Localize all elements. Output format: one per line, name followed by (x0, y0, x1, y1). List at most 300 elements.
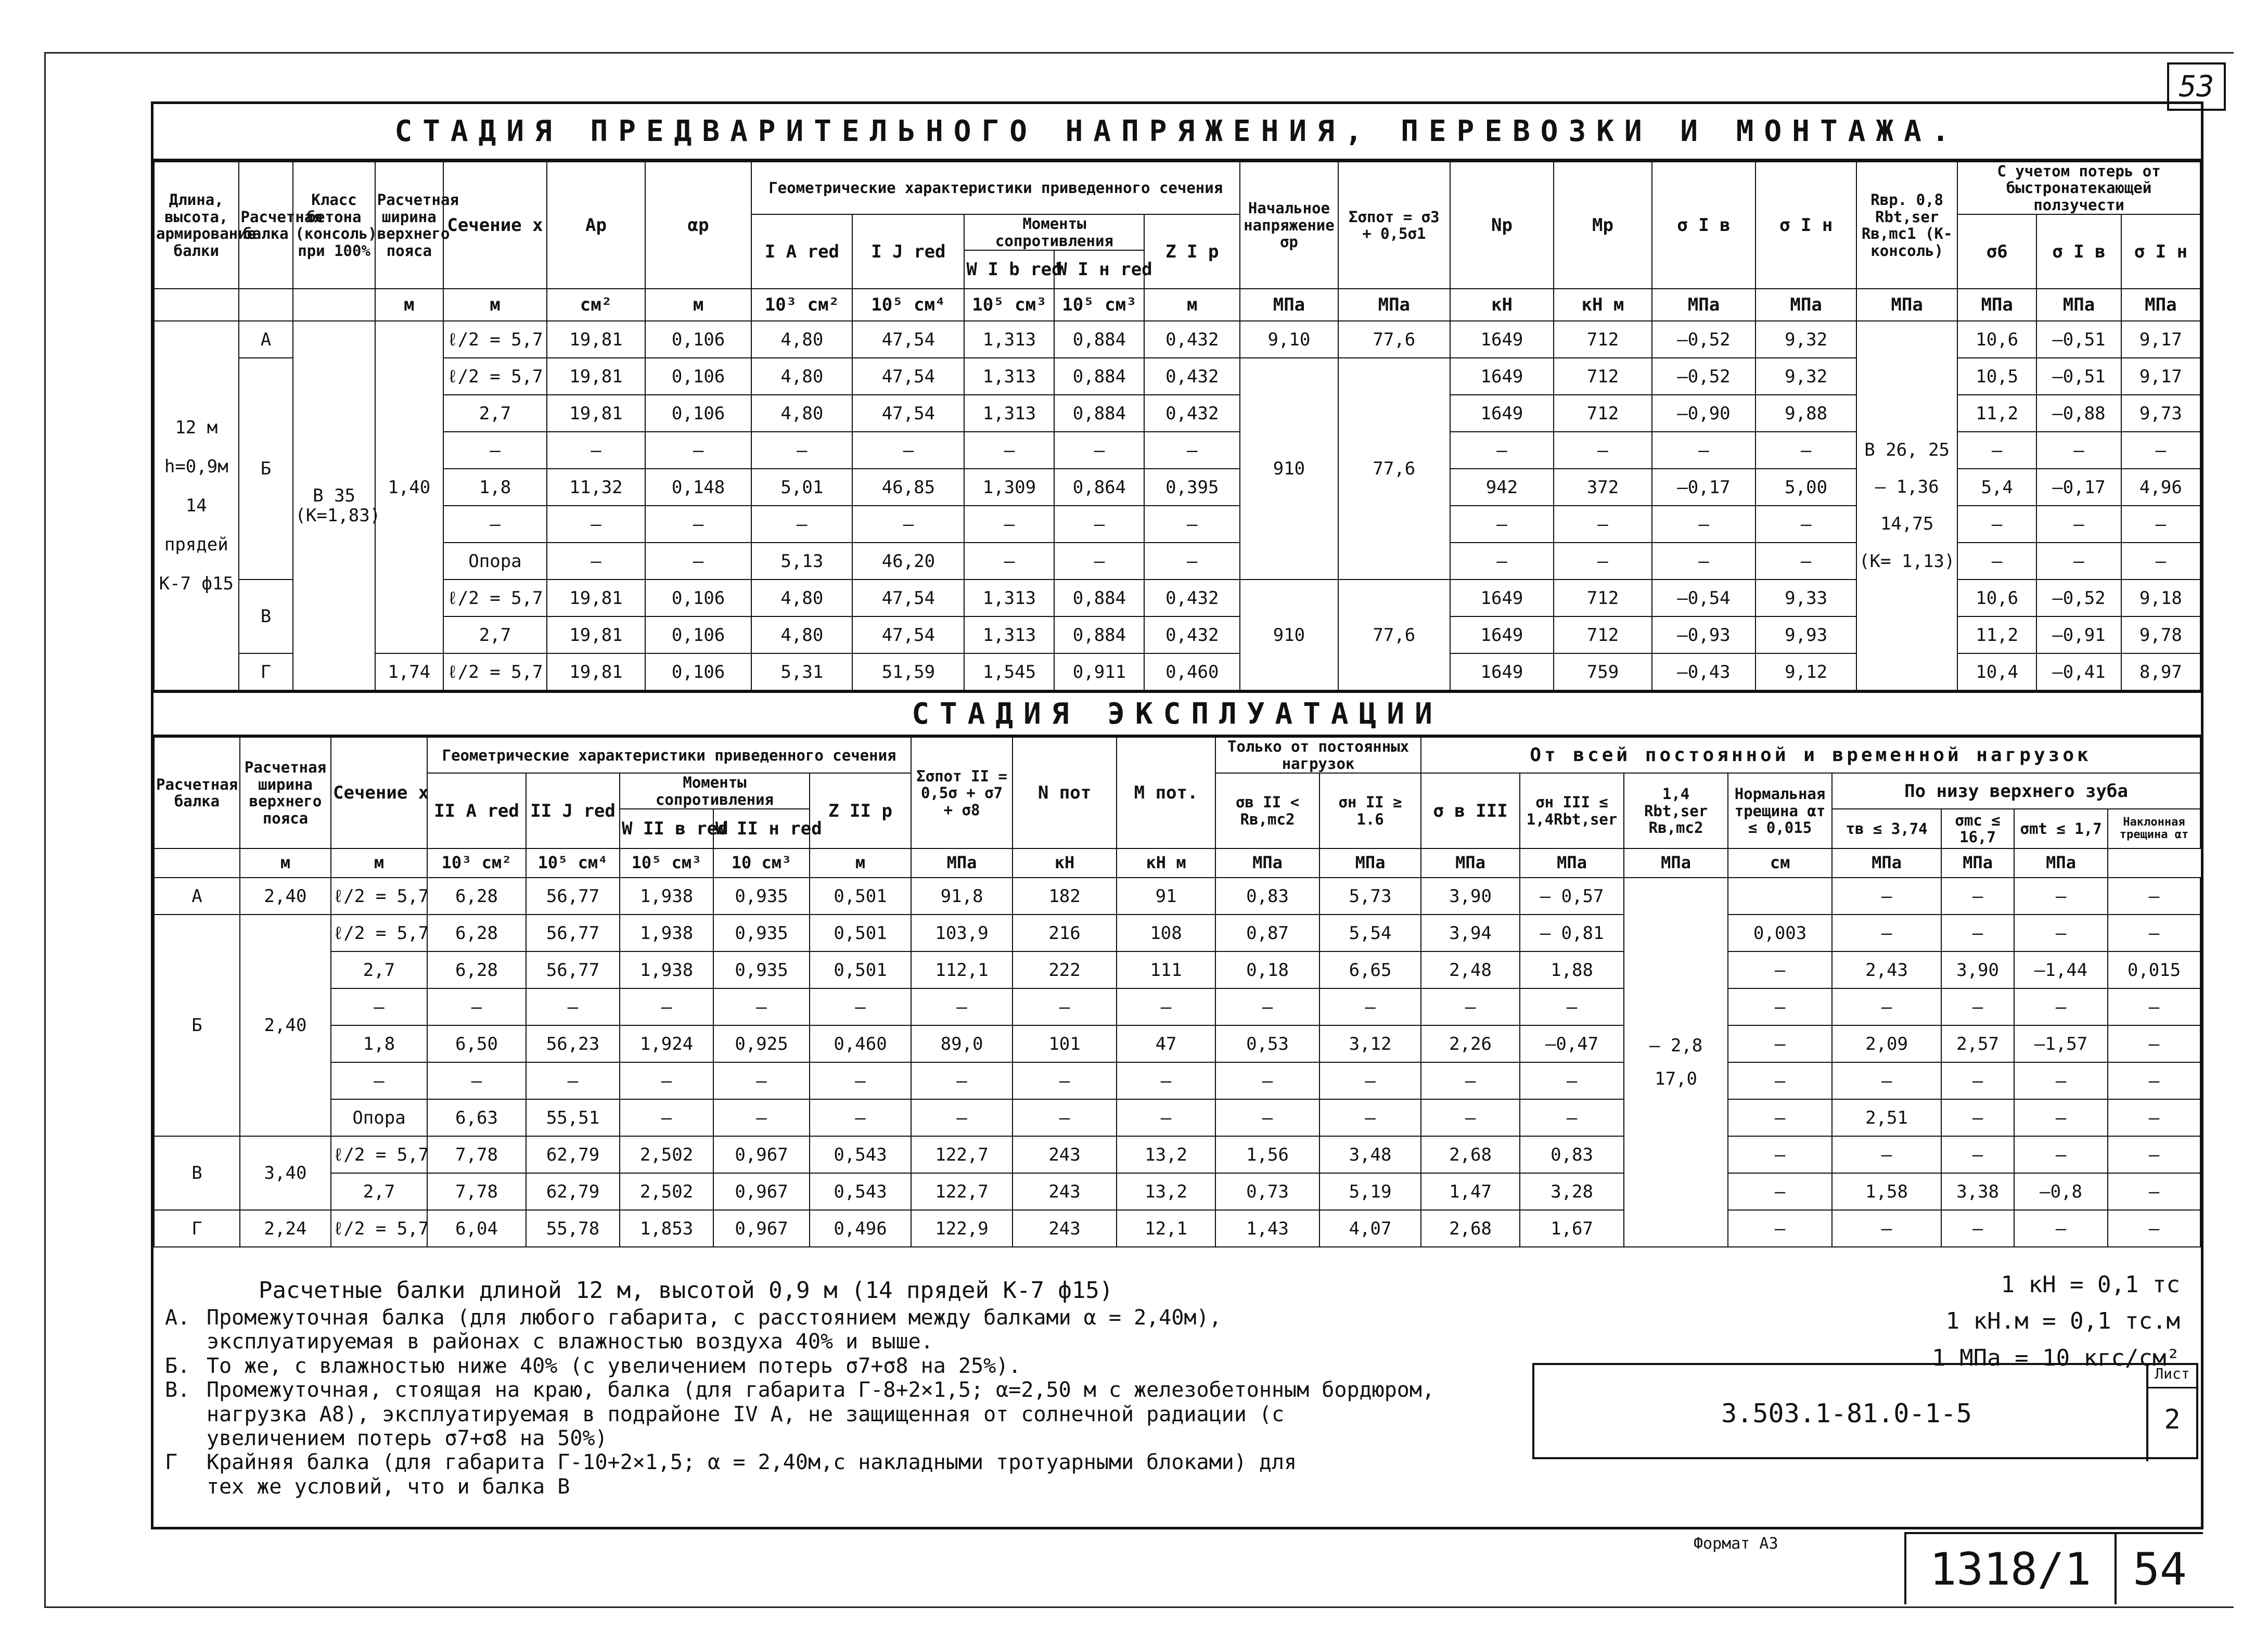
table-cell: 19,81 (547, 653, 645, 690)
table-cell: 1649 (1450, 616, 1554, 653)
table-cell: ℓ/2 = 5,7 (443, 653, 547, 690)
belt-g: 2,24 (240, 1210, 331, 1247)
hdr-belt-width: Расчетная ширина верхнего пояса (375, 162, 443, 289)
table-cell: 19,81 (547, 580, 645, 616)
table-cell: — (964, 506, 1054, 543)
table-cell: –0,47 (1520, 1025, 1624, 1062)
unit-cell: см² (547, 289, 645, 321)
table-cell: — (713, 1062, 810, 1099)
table-cell: 1649 (1450, 321, 1554, 358)
table-cell: 1,8 (443, 469, 547, 506)
table-cell: 56,77 (526, 951, 620, 988)
table-cell: 0,003 (1728, 915, 1832, 951)
hdr-length: Длина, высота, армирование балки (154, 162, 239, 289)
unit-cell: 10⁵ см³ (964, 289, 1054, 321)
table-cell: — (1941, 1062, 2014, 1099)
hdr2-zp: Z II p (810, 773, 911, 848)
table-cell: 0,432 (1144, 395, 1240, 432)
unit-cell: МПа (1520, 848, 1624, 878)
table-cell: — (1728, 1136, 1832, 1173)
table-cell: 9,12 (1756, 653, 1856, 690)
belt-a: 2,40 (240, 878, 331, 915)
table-cell: — (1756, 543, 1856, 580)
table-cell: — (1957, 506, 2036, 543)
table-row (154, 1210, 2200, 1247)
main-table-block (151, 101, 2203, 1529)
hdr-concrete-class: Класс бетона (консоль) при 100% (293, 162, 375, 289)
table-cell: 3,28 (1520, 1173, 1624, 1210)
table-cell: 0,106 (645, 395, 752, 432)
table-cell: 6,28 (427, 878, 526, 915)
table-cell: — (1832, 1210, 1941, 1247)
table-cell: Б (239, 358, 293, 580)
table-cell: 4,80 (751, 358, 852, 395)
table-cell: 2,51 (1832, 1099, 1941, 1136)
table-cell: — (2108, 1062, 2200, 1099)
table-cell: 9,32 (1756, 321, 1856, 358)
unit-cell: МПа (1338, 289, 1450, 321)
table-cell: — (1117, 1099, 1215, 1136)
table-cell: 0,925 (713, 1025, 810, 1062)
hdr2-r14: 1,4 Rbt,ser Rв,mc2 (1624, 773, 1728, 848)
beam-group-label: 12 м h=0,9м 14 прядей К-7 ф15 (154, 321, 239, 690)
table-cell: — (1728, 1025, 1832, 1062)
table-row (154, 915, 2200, 951)
unit-cell: МПа (2036, 289, 2121, 321)
table-cell: — (1832, 878, 1941, 915)
hdr-losses: Σσпот = σ3 + 0,5σ1 (1338, 162, 1450, 289)
table-cell: 0,884 (1054, 321, 1144, 358)
table-cell: А (239, 321, 293, 358)
table-cell: 0,106 (645, 321, 752, 358)
table-cell: — (2014, 988, 2108, 1025)
table-cell: 5,73 (1319, 878, 1421, 915)
belt-width-g: 1,74 (375, 653, 443, 690)
table-cell: 0,884 (1054, 616, 1144, 653)
table-cell: — (852, 506, 964, 543)
table-cell: 4,80 (751, 395, 852, 432)
unit-cell: м (645, 289, 752, 321)
format-label: Формат А3 (1694, 1535, 1778, 1553)
unit-cell: м (810, 848, 911, 878)
table-cell: 0,395 (1144, 469, 1240, 506)
table-cell: 4,80 (751, 580, 852, 616)
table-cell: — (2108, 988, 2200, 1025)
unit-cell: кН (1450, 289, 1554, 321)
table-cell: 10,6 (1957, 321, 2036, 358)
hdr2-incl: Наклонная трещина αт (2108, 809, 2200, 848)
table-cell: — (547, 432, 645, 469)
table-cell: — (1832, 915, 1941, 951)
hdr-moments: Моменты сопротивления (964, 214, 1144, 250)
table-cell: — (645, 432, 752, 469)
table-cell: 1,313 (964, 395, 1054, 432)
table-cell: –0,90 (1652, 395, 1756, 432)
note-line: нагрузка А8), эксплуатируемая в подрайоне IV А, не защищенная от солнечной радиации (с (207, 1402, 1285, 1426)
table-cell: 19,81 (547, 395, 645, 432)
table-row (154, 321, 2200, 358)
table-cell: 91 (1117, 878, 1215, 915)
page-number-bottom: 54 (2133, 1543, 2187, 1595)
table-cell: — (1450, 432, 1554, 469)
table-cell: — (2108, 1173, 2200, 1210)
table-cell: 122,7 (911, 1173, 1013, 1210)
rbt-column: В 26, 25 – 1,36 14,75 (К= 1,13) (1856, 321, 1957, 690)
table-cell: 11,2 (1957, 616, 2036, 653)
table-cell: В (154, 1136, 240, 1210)
table-cell: 222 (1013, 951, 1117, 988)
table-cell: 9,88 (1756, 395, 1856, 432)
belt-b: 2,40 (240, 915, 331, 1136)
table-row (154, 988, 2200, 1025)
table-cell: — (911, 1062, 1013, 1099)
table-cell: — (1319, 1062, 1421, 1099)
table-cell: — (810, 1099, 911, 1136)
table-cell: –0,51 (2036, 321, 2121, 358)
table-cell: 3,94 (1421, 915, 1520, 951)
table-cell: — (2014, 1210, 2108, 1247)
table-cell: 5,19 (1319, 1173, 1421, 1210)
table-cell: 122,7 (911, 1136, 1013, 1173)
hdr-sn: σ I н (1756, 162, 1856, 289)
note-line: Г Крайняя балка (для габарита Г-10+2×1,5; α = 2,40м,с накладными тротуарными блоками) для (165, 1450, 1297, 1475)
table-cell: 0,935 (713, 878, 810, 915)
page-number-top: 53 (2167, 62, 2226, 111)
hdr2-tau: τв ≤ 3,74 (1832, 809, 1941, 848)
table-cell: — (1728, 1210, 1832, 1247)
table-cell: 7,78 (427, 1173, 526, 1210)
table-cell: 0,935 (713, 915, 810, 951)
table-cell: 0,148 (645, 469, 752, 506)
table-cell: 712 (1554, 616, 1652, 653)
table-cell: 712 (1554, 395, 1652, 432)
table-cell: 3,12 (1319, 1025, 1421, 1062)
table-cell: — (1450, 543, 1554, 580)
unit-cell: 10³ см² (751, 289, 852, 321)
table-cell: — (964, 543, 1054, 580)
table-cell: –0,41 (2036, 653, 2121, 690)
hdr2-moments: Моменты сопротивления (620, 773, 810, 809)
hdr-np: Np (1450, 162, 1554, 289)
document-code: 3.503.1-81.0-1-5 (1721, 1398, 1972, 1429)
table-cell: — (2121, 506, 2200, 543)
table-cell: –1,57 (2014, 1025, 2108, 1062)
table-cell: 9,33 (1756, 580, 1856, 616)
table-row (154, 1062, 2200, 1099)
table-cell: — (1728, 1173, 1832, 1210)
table-cell: 1,938 (620, 951, 713, 988)
hdr2-section: Сечение x (331, 737, 427, 848)
table-cell: 111 (1117, 951, 1215, 988)
table-cell: 1649 (1450, 653, 1554, 690)
table-cell: — (1554, 506, 1652, 543)
table-row (154, 1136, 2200, 1173)
unit-cell: м (375, 289, 443, 321)
table-cell: 0,106 (645, 358, 752, 395)
table-cell: — (1728, 951, 1832, 988)
empty-cell (154, 848, 240, 878)
note-line: эксплуатируемая в районах с влажностью воздуха 40% и выше. (207, 1330, 933, 1354)
unit-cell: 10⁵ см³ (620, 848, 713, 878)
r14-values: – 2,8 17,0 (1624, 878, 1728, 1247)
table-cell: — (1520, 988, 1624, 1025)
table-cell: — (1652, 432, 1756, 469)
empty-cell (154, 289, 239, 321)
table-cell: — (2014, 1099, 2108, 1136)
table-cell: 6,28 (427, 915, 526, 951)
table-cell (1728, 878, 1832, 915)
table-cell: — (751, 506, 852, 543)
unit-cell: 10⁵ см⁴ (526, 848, 620, 878)
unit-cell: МПа (1215, 848, 1319, 878)
hdr2-sb-perm: σв II < Rв,mc2 (1215, 773, 1319, 848)
table-cell: 47,54 (852, 616, 964, 653)
table-cell: 0,884 (1054, 358, 1144, 395)
table-cell: 55,51 (526, 1099, 620, 1136)
unit-cell: МПа (1957, 289, 2036, 321)
hdr2-wh: W II н red (713, 809, 810, 848)
sigma-p-b: 910 (1240, 358, 1338, 580)
table-cell: 243 (1013, 1173, 1117, 1210)
hdr2-smc: σmc ≤ 16,7 (1941, 809, 2014, 848)
table-cell: — (1013, 1099, 1117, 1136)
table-cell: 0,967 (713, 1136, 810, 1173)
table-cell: 0,501 (810, 951, 911, 988)
table-cell: — (1013, 988, 1117, 1025)
table-cell: — (1756, 432, 1856, 469)
table-cell: 2,502 (620, 1136, 713, 1173)
table-cell: 1649 (1450, 395, 1554, 432)
table-cell: 2,26 (1421, 1025, 1520, 1062)
table-cell: 243 (1013, 1210, 1117, 1247)
table-cell: — (1941, 1099, 2014, 1136)
table-cell: 1,47 (1421, 1173, 1520, 1210)
table-cell: ℓ/2 = 5,7 (331, 878, 427, 915)
table-cell: 55,78 (526, 1210, 620, 1247)
table-cell: 2,57 (1941, 1025, 2014, 1062)
table-cell: 0,460 (1144, 653, 1240, 690)
table-cell: — (1319, 988, 1421, 1025)
stage1-title: СТАДИЯ ПРЕДВАРИТЕЛЬНОГО НАПРЯЖЕНИЯ, ПЕРЕВОЗКИ И МОНТАЖА. (153, 104, 2201, 161)
table-cell: — (713, 1099, 810, 1136)
table-cell: 3,48 (1319, 1136, 1421, 1173)
table-cell: 759 (1554, 653, 1652, 690)
table-cell: –0,93 (1652, 616, 1756, 653)
archive-stamp (1904, 1532, 2203, 1604)
table-cell: 0,106 (645, 653, 752, 690)
table-cell: 10,5 (1957, 358, 2036, 395)
table-row (154, 1099, 2200, 1136)
hdr-snI: σ I н (2121, 214, 2200, 289)
table-cell: 0,432 (1144, 616, 1240, 653)
table-cell: 2,7 (331, 951, 427, 988)
table-cell: — (1728, 1062, 1832, 1099)
table-cell: 19,81 (547, 358, 645, 395)
table-cell: –0,17 (2036, 469, 2121, 506)
hdr2-bottom: По низу верхнего зуба (1832, 773, 2200, 809)
table-cell: 101 (1013, 1025, 1117, 1062)
table-cell: Опора (443, 543, 547, 580)
table-cell: 1,313 (964, 580, 1054, 616)
table-cell: 0,18 (1215, 951, 1319, 988)
hdr2-beam: Расчетная балка (154, 737, 240, 848)
table-cell: Г (154, 1210, 240, 1247)
table-cell: 0,543 (810, 1136, 911, 1173)
table-cell: — (443, 432, 547, 469)
table-cell: 1,309 (964, 469, 1054, 506)
table-cell: — (1117, 988, 1215, 1025)
table-cell: — (1054, 543, 1144, 580)
table-cell: 5,13 (751, 543, 852, 580)
table-cell: –0,17 (1652, 469, 1756, 506)
table-cell: — (1054, 432, 1144, 469)
table-cell: — (2108, 915, 2200, 951)
unit-cell: МПа (1832, 848, 1941, 878)
table-cell: — (427, 1062, 526, 1099)
table-cell: — (810, 988, 911, 1025)
table-cell: ℓ/2 = 5,7 (443, 321, 547, 358)
table-cell: 62,79 (526, 1136, 620, 1173)
table-cell: 942 (1450, 469, 1554, 506)
table-cell: 5,00 (1756, 469, 1856, 506)
table-cell: 0,967 (713, 1173, 810, 1210)
table-cell: 1649 (1450, 580, 1554, 616)
table-cell: 62,79 (526, 1173, 620, 1210)
table-cell: 0,967 (713, 1210, 810, 1247)
table-cell: 5,31 (751, 653, 852, 690)
table-cell: — (1728, 1099, 1832, 1136)
table-cell: — (1144, 543, 1240, 580)
hdr-sbI: σ I в (2036, 214, 2121, 289)
table-cell: ℓ/2 = 5,7 (443, 580, 547, 616)
table-cell: — (1215, 1062, 1319, 1099)
stage2-table (153, 737, 2201, 1247)
table-cell: — (713, 988, 810, 1025)
table-cell: –0,54 (1652, 580, 1756, 616)
table-cell: 8,97 (2121, 653, 2200, 690)
table-cell: 10,4 (1957, 653, 2036, 690)
table-cell: 19,81 (547, 321, 645, 358)
table-cell: –1,44 (2014, 951, 2108, 988)
table-cell: ℓ/2 = 5,7 (331, 1136, 427, 1173)
table-cell: 243 (1013, 1136, 1117, 1173)
table-cell: 0,864 (1054, 469, 1144, 506)
table-cell: 122,9 (911, 1210, 1013, 1247)
table-cell: — (1957, 543, 2036, 580)
table-cell: Опора (331, 1099, 427, 1136)
table-cell: 0,106 (645, 580, 752, 616)
losses-a: 77,6 (1338, 321, 1450, 358)
hdr-ar: αp (645, 162, 752, 289)
hdr-creep: С учетом потерь от быстронатекающей ползучести (1957, 162, 2200, 214)
table-cell: 47,54 (852, 580, 964, 616)
table-cell: 5,54 (1319, 915, 1421, 951)
table-cell: 56,77 (526, 915, 620, 951)
table-cell: 1,56 (1215, 1136, 1319, 1173)
table-cell: — (1941, 1210, 2014, 1247)
note-line: увеличением потерь σ7+σ8 на 50%) (207, 1426, 608, 1450)
table-cell: — (2121, 432, 2200, 469)
unit-cell: МПа (1624, 848, 1728, 878)
table-cell: 0,496 (810, 1210, 911, 1247)
hdr2-losses: Σσпот II = 0,5σ + σ7 + σ8 (911, 737, 1013, 848)
unit-cell: м (240, 848, 331, 878)
table-cell: 1,313 (964, 616, 1054, 653)
table-cell: 112,1 (911, 951, 1013, 988)
table-cell: — (2036, 543, 2121, 580)
table-cell: — (1054, 506, 1144, 543)
table-cell: 0,83 (1215, 878, 1319, 915)
table-cell: 46,85 (852, 469, 964, 506)
notes-title: Расчетные балки длиной 12 м, высотой 0,9 м (14 прядей К-7 ф15) (259, 1277, 1113, 1304)
table-cell: — (1941, 915, 2014, 951)
unit-cell: 10³ см² (427, 848, 526, 878)
table-cell: 1,43 (1215, 1210, 1319, 1247)
table-cell: 0,501 (810, 915, 911, 951)
table-cell: 2,43 (1832, 951, 1941, 988)
table-cell: 6,63 (427, 1099, 526, 1136)
hdr-jred: I J red (852, 214, 964, 289)
table-cell: — (2108, 1025, 2200, 1062)
table-cell: 47,54 (852, 321, 964, 358)
table-cell: — (2108, 1136, 2200, 1173)
table-cell: 13,2 (1117, 1173, 1215, 1210)
sheet-box (2146, 1365, 2196, 1461)
table-cell: 1,88 (1520, 951, 1624, 988)
unit-cell: МПа (2014, 848, 2108, 878)
table-cell: –0,52 (1652, 321, 1756, 358)
table-cell: –0,8 (2014, 1173, 2108, 1210)
table-cell: — (526, 988, 620, 1025)
table-cell: 0,911 (1054, 653, 1144, 690)
table-cell: — (443, 506, 547, 543)
hdr-wh: W I н red (1054, 250, 1144, 289)
table-cell: 47 (1117, 1025, 1215, 1062)
hdr2-ared: II A red (427, 773, 526, 848)
note-line: Б. То же, с влажностью ниже 40% (с увеличением потерь σ7+σ8 на 25%). (165, 1354, 1021, 1378)
unit-cell: МПа (1652, 289, 1756, 321)
table-cell: — (1117, 1062, 1215, 1099)
table-cell: — (2108, 878, 2200, 915)
table-cell: — (964, 432, 1054, 469)
unit-cell: кН (1013, 848, 1117, 878)
sigma-p-a: 9,10 (1240, 321, 1338, 358)
unit-cell: кН м (1554, 289, 1652, 321)
table-cell: — (2014, 1062, 2108, 1099)
table-cell: — (331, 988, 427, 1025)
table-cell: — (852, 432, 964, 469)
table-cell: 6,28 (427, 951, 526, 988)
table-cell: 1,853 (620, 1210, 713, 1247)
table-cell: 9,32 (1756, 358, 1856, 395)
table-cell: — (751, 432, 852, 469)
table-cell: 4,96 (2121, 469, 2200, 506)
table-cell: 1,924 (620, 1025, 713, 1062)
sheet-label: Лист (2148, 1365, 2196, 1388)
table-cell: 712 (1554, 580, 1652, 616)
table-cell: — (810, 1062, 911, 1099)
hdr-rbt: Rвр. 0,8 Rbt,ser Rв,mc1 (К-консоль) (1856, 162, 1957, 289)
table-cell: — (1144, 432, 1240, 469)
table-cell: 0,460 (810, 1025, 911, 1062)
hdr2-sn-perm: σн II ≥ 1.6 (1319, 773, 1421, 848)
table-cell: — (1832, 988, 1941, 1025)
table-cell: В (239, 580, 293, 653)
table-cell: 108 (1117, 915, 1215, 951)
table-cell: 2,48 (1421, 951, 1520, 988)
table-cell: — (1728, 988, 1832, 1025)
table-cell: — (620, 988, 713, 1025)
